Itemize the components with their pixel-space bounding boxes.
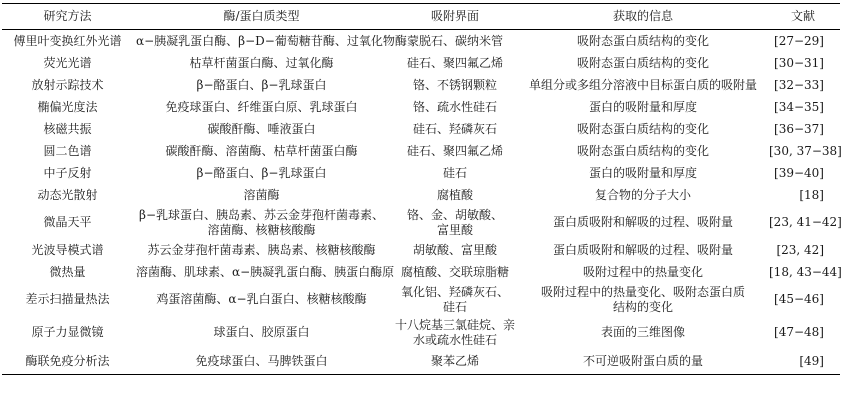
- interface-cell: [390, 184, 520, 206]
- method-cell: 傅里叶变换红外光谱: [13, 33, 122, 48]
- reference-cell: [18]: [799, 187, 824, 202]
- interface-cell-line: 十八烷基三氯硅烷、亲: [394, 317, 515, 332]
- interface-cell-line: 硅石: [442, 299, 467, 314]
- protein-cell-line: 免疫球蛋白、纤维蛋白原、乳球蛋白: [165, 99, 358, 114]
- interface-cell: [390, 316, 520, 349]
- table-row: [2, 96, 840, 118]
- interface-cell-line: 硅石、羟磷灰石: [412, 121, 497, 136]
- info-cell-line: 吸附态蛋白质结构的变化: [576, 33, 709, 48]
- protein-cell: [133, 74, 390, 96]
- method-cell: 中子反射: [43, 165, 92, 180]
- info-cell: [520, 261, 766, 283]
- interface-cell-line: 硅石、聚四氟乙烯: [406, 55, 503, 70]
- reference-cell: [36−37]: [774, 121, 824, 136]
- table-row: [2, 52, 840, 74]
- interface-cell: [390, 118, 520, 140]
- info-cell: [520, 74, 766, 96]
- info-cell: [520, 96, 766, 118]
- reference-cell: [27−29]: [774, 33, 824, 48]
- reference-cell: [34−35]: [774, 99, 824, 114]
- info-cell: [520, 184, 766, 206]
- info-cell-line: 吸附态蛋白质结构的变化: [576, 121, 709, 136]
- table-row: [2, 261, 840, 283]
- reference-cell: [23, 41−42]: [769, 215, 842, 229]
- interface-cell: [390, 162, 520, 184]
- interface-cell-line: 氧化铝、羟磷灰石、: [400, 284, 509, 299]
- reference-cell: [49]: [766, 349, 840, 375]
- header-info: 获取的信息: [520, 4, 766, 30]
- protein-cell: [133, 140, 390, 162]
- interface-cell-line: 硅石、聚四氟乙烯: [406, 143, 503, 158]
- interface-cell-line: 铬、不锈钢颗粒: [412, 77, 497, 92]
- info-cell: [520, 30, 766, 53]
- info-cell: [520, 118, 766, 140]
- table-row: [2, 74, 840, 96]
- protein-cell: [133, 162, 390, 184]
- protein-cell: [133, 30, 407, 53]
- interface-cell-line: 聚苯乙烯: [430, 354, 479, 368]
- table-row: [2, 162, 840, 184]
- interface-cell: [390, 283, 520, 316]
- protein-cell: [133, 96, 390, 118]
- protein-cell: [133, 206, 390, 239]
- protein-cell-line: 球蛋白、胶原蛋白: [213, 325, 310, 339]
- protein-cell-line: β−乳球蛋白、胰岛素、苏云金芽孢杆菌毒素、: [139, 207, 384, 222]
- protein-cell: [133, 261, 395, 283]
- method-cell: 光波导模式谱: [31, 242, 104, 257]
- table-row: [2, 349, 840, 375]
- protein-cell-line: 免疫球蛋白、马脾铁蛋白: [195, 354, 328, 368]
- method-cell: 差示扫描量热法: [25, 292, 110, 306]
- protein-cell: [133, 184, 390, 206]
- info-cell-line: 结构的变化: [612, 299, 673, 314]
- interface-cell-line: 富里酸: [436, 222, 473, 237]
- method-cell: 椭偏光度法: [37, 99, 98, 114]
- protein-cell: [133, 118, 390, 140]
- protein-cell-line: α−胰凝乳蛋白酶、β−D−葡萄糖苷酶、过氧化物酶: [136, 33, 407, 48]
- interface-cell-line: 铬、疏水性硅石: [412, 99, 497, 114]
- info-cell: [520, 206, 766, 239]
- info-cell-line: 蛋白的吸附量和厚度: [588, 165, 697, 180]
- protein-cell-line: β−酪蛋白、β−乳球蛋白: [196, 165, 327, 180]
- interface-cell: [390, 261, 520, 283]
- info-cell: [520, 239, 766, 261]
- interface-cell: [390, 30, 520, 53]
- interface-cell: [390, 206, 520, 239]
- protein-cell-line: 枯草杆菌蛋白酶、过氧化酶: [189, 55, 334, 70]
- header-protein-type: 酶/蛋白质类型: [133, 4, 390, 30]
- info-cell: [520, 283, 766, 316]
- interface-cell-line: 胡敏酸、富里酸: [412, 242, 497, 257]
- info-cell-line: 吸附态蛋白质结构的变化: [576, 143, 709, 158]
- protein-cell: [133, 283, 390, 316]
- protein-cell: [133, 316, 390, 349]
- reference-cell: [18, 43−44]: [769, 264, 842, 279]
- method-cell: 核磁共振: [43, 121, 92, 136]
- info-cell-line: 蛋白的吸附量和厚度: [588, 99, 697, 114]
- reference-cell: [30−31]: [774, 55, 824, 70]
- protein-cell-line: 溶菌酶: [243, 187, 280, 202]
- info-cell-line: 吸附过程中的热量变化: [582, 264, 703, 279]
- interface-cell: [390, 96, 520, 118]
- interface-cell-line: 铬、金、胡敏酸、: [406, 207, 503, 222]
- protein-cell-line: 碳酸酐酶、唾液蛋白: [207, 121, 316, 136]
- interface-cell-line: 腐植酸、交联琼脂糖: [400, 264, 509, 279]
- info-cell-line: 复合物的分子大小: [594, 187, 691, 202]
- table-row: [2, 118, 840, 140]
- info-cell-line: 吸附态蛋白质结构的变化: [576, 55, 709, 70]
- table-row: [2, 206, 840, 239]
- method-cell: 原子力显微镜: [31, 325, 104, 339]
- interface-cell-line: 水或疏水性硅石: [412, 332, 497, 347]
- protein-cell-line: 碳酸酐酶、溶菌酶、枯草杆菌蛋白酶: [165, 143, 358, 158]
- method-cell: 圆二色谱: [43, 143, 92, 158]
- protein-cell-line: β−酪蛋白、β−乳球蛋白: [196, 77, 327, 92]
- methods-table: [2, 3, 840, 375]
- interface-cell: [390, 74, 520, 96]
- protein-cell-line: 苏云金芽孢杆菌毒素、胰岛素、核糖核酸酶: [147, 242, 376, 257]
- info-cell: [520, 52, 766, 74]
- method-cell: 微热量: [49, 264, 86, 279]
- header-interface: 吸附界面: [390, 4, 520, 30]
- table-row: [2, 283, 840, 316]
- table-header: [2, 4, 840, 30]
- protein-cell-line: 鸡蛋溶菌酶、α−乳白蛋白、核糖核酸酶: [156, 292, 367, 306]
- interface-cell: [390, 239, 520, 261]
- reference-cell: [32−33]: [774, 77, 824, 92]
- method-cell: 动态光散射: [37, 187, 98, 202]
- table-row: [2, 184, 840, 206]
- info-cell-line: 不可逆吸附蛋白质的量: [582, 354, 703, 368]
- table-row: [2, 316, 840, 349]
- info-cell-line: 蛋白质吸附和解吸的过程、吸附量: [552, 215, 733, 229]
- header-reference: 文献: [766, 4, 840, 30]
- reference-cell: [23, 42]: [776, 242, 824, 257]
- table-row: [2, 140, 840, 162]
- protein-cell-line: 溶菌酶、核糖核酸酶: [207, 222, 316, 237]
- method-cell: 放射示踪技术: [31, 77, 104, 92]
- protein-cell: [133, 52, 390, 74]
- interface-cell-line: 硅石: [442, 165, 467, 180]
- protein-cell: [133, 239, 390, 261]
- table-body: [2, 30, 840, 375]
- reference-cell: [45−46]: [774, 292, 824, 306]
- reference-cell: [47−48]: [774, 325, 824, 339]
- info-cell: [520, 316, 766, 349]
- reference-cell: [30, 37−38]: [769, 143, 842, 158]
- info-cell-line: 单组分或多组分溶液中目标蛋白质的吸附量: [528, 77, 757, 92]
- method-cell: 荧光光谱: [43, 55, 92, 70]
- table-row: [2, 30, 840, 53]
- header-row: [2, 4, 840, 30]
- table-row: [2, 239, 840, 261]
- info-cell: [520, 140, 766, 162]
- info-cell-line: 蛋白质吸附和解吸的过程、吸附量: [552, 242, 733, 257]
- interface-cell: [390, 349, 520, 375]
- interface-cell: [390, 52, 520, 74]
- protein-cell-line: 溶菌酶、肌球素、α−胰凝乳蛋白酶、胰蛋白酶原: [136, 264, 395, 279]
- info-cell: [520, 349, 766, 375]
- info-cell-line: 吸附过程中的热量变化、吸附态蛋白质: [540, 284, 745, 299]
- interface-cell: [390, 140, 520, 162]
- interface-cell-line: 蒙脱石、碳纳米管: [406, 33, 503, 48]
- method-cell: 微晶天平: [43, 215, 92, 229]
- method-cell: 酶联免疫分析法: [2, 349, 133, 375]
- info-cell: [520, 162, 766, 184]
- reference-cell: [39−40]: [774, 165, 824, 180]
- protein-cell: [133, 349, 390, 375]
- interface-cell-line: 腐植酸: [436, 187, 473, 202]
- info-cell-line: 表面的三维图像: [600, 325, 685, 339]
- header-method: 研究方法: [2, 4, 133, 30]
